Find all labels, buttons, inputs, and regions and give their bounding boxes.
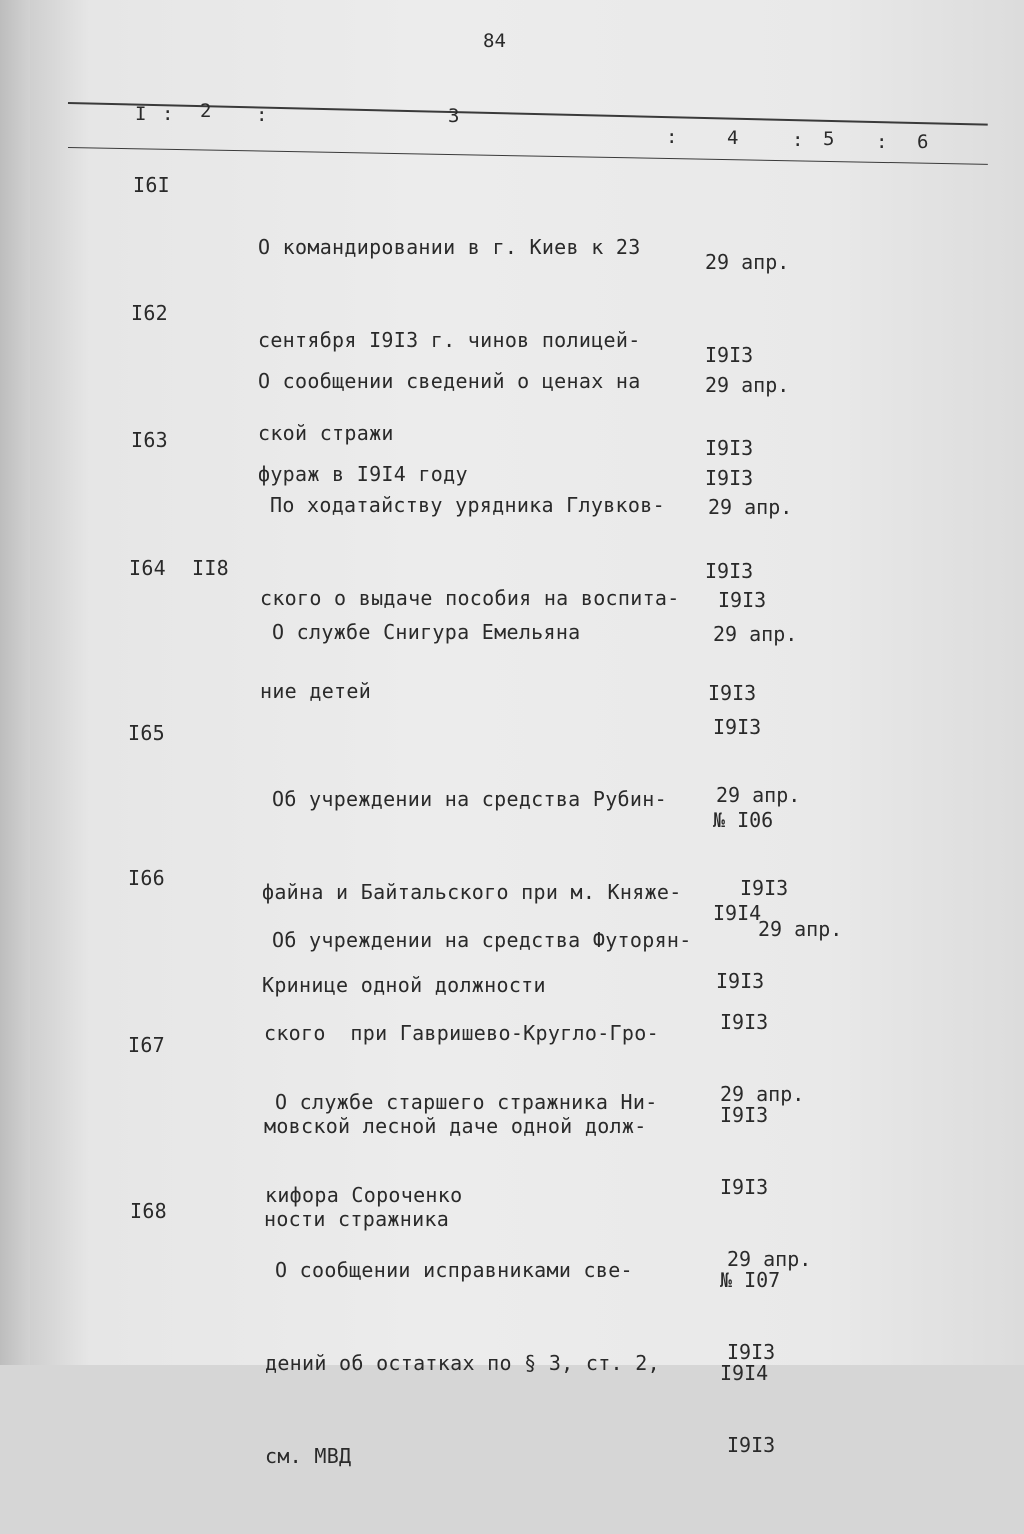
- title-line: Об учреждении на средства Футорян-: [272, 928, 692, 952]
- date-line: 29 апр.: [720, 1082, 805, 1106]
- title-line: О службе старшего стражника Ни-: [275, 1090, 658, 1114]
- entry-dates: [727, 1182, 811, 1523]
- date-line: 29 апр.: [758, 917, 843, 941]
- date-line: I9I3: [727, 1433, 776, 1457]
- date-line: 29 апр.: [705, 250, 790, 274]
- entry-col2: II8: [192, 556, 230, 580]
- date-line: I9I4: [713, 901, 762, 925]
- date-line: I9I3: [716, 969, 765, 993]
- column-header-5: 5: [823, 128, 835, 150]
- title-line: мовской лесной даче одной долж-: [264, 1114, 647, 1138]
- column-header-2: 2: [200, 100, 212, 122]
- column-separator: :: [876, 131, 888, 153]
- date-line: 29 апр.: [708, 495, 793, 519]
- date-line: I9I3: [720, 1103, 769, 1127]
- title-line: ние детей: [260, 679, 372, 703]
- date-line: 29 апр.: [713, 622, 798, 646]
- title-line: О сообщении сведений о ценах на: [258, 369, 641, 393]
- title-line: кифора Сороченко: [265, 1183, 463, 1207]
- entry-number: I65: [128, 721, 166, 745]
- column-header-1: I: [135, 103, 147, 125]
- entry-number: I64: [129, 556, 167, 580]
- date-line: I9I3: [720, 1175, 769, 1199]
- column-header-3: 3: [448, 105, 460, 127]
- date-line: 29 апр.: [705, 373, 790, 397]
- column-separator: :: [256, 104, 268, 126]
- entry-title: [272, 555, 581, 710]
- title-line: ского при Гавришево-Кругло-Гро-: [264, 1021, 659, 1045]
- title-line: ности стражника: [264, 1207, 450, 1231]
- entry-number: I66: [128, 866, 166, 890]
- date-line: I9I3: [705, 343, 754, 367]
- column-separator: :: [792, 129, 804, 151]
- date-line: I9I3: [718, 588, 767, 612]
- column-separator: :: [162, 103, 174, 125]
- date-line: I9I3: [705, 466, 754, 490]
- title-line: По ходатайству урядника Глувков-: [270, 493, 665, 517]
- page-number: 84: [483, 30, 506, 52]
- entry-title: [265, 1193, 660, 1534]
- entry-number: I63: [131, 428, 169, 452]
- title-line: ского о выдаче пособия на воспита-: [260, 586, 680, 610]
- column-separator: :: [666, 126, 678, 148]
- entry-number: I6I: [133, 173, 171, 197]
- date-line: I9I3: [720, 1010, 769, 1034]
- title-line: О командировании в г. Киев к 23: [258, 235, 641, 259]
- column-header-6: 6: [917, 131, 929, 153]
- date-line: № I06: [713, 808, 774, 832]
- date-line: I9I3: [708, 681, 757, 705]
- title-line: дений об остатках по § 3, ст. 2,: [265, 1351, 660, 1375]
- title-line: Об учреждении на средства Рубин-: [272, 787, 667, 811]
- date-line: 29 апр.: [727, 1247, 812, 1271]
- title-line: О службе Снигура Емельяна: [272, 620, 581, 644]
- title-line: фураж в I9I4 году: [258, 462, 468, 486]
- title-line: ской стражи: [258, 421, 394, 445]
- date-line: I9I3: [740, 876, 789, 900]
- entry-number: I68: [130, 1199, 168, 1223]
- column-header-4: 4: [727, 127, 739, 149]
- date-line: I9I3: [713, 715, 762, 739]
- date-line: № I07: [720, 1268, 781, 1292]
- title-line: файна и Байтальского при м. Княже-: [262, 880, 682, 904]
- title-line: сентября I9I3 г. чинов полицей-: [258, 328, 641, 352]
- title-line: см. МВД: [265, 1444, 352, 1468]
- date-line: I9I3: [727, 1340, 776, 1364]
- date-line: 29 апр.: [716, 783, 801, 807]
- binding-gutter: [0, 0, 30, 1365]
- entry-number: I62: [131, 301, 169, 325]
- entry-number: I67: [128, 1033, 166, 1057]
- title-line: О сообщении исправниками све-: [275, 1258, 633, 1282]
- date-line: I9I3: [705, 436, 754, 460]
- date-line: I9I3: [705, 559, 754, 583]
- title-line: Кринице одной должности: [262, 973, 546, 997]
- date-line: I9I4: [720, 1361, 769, 1385]
